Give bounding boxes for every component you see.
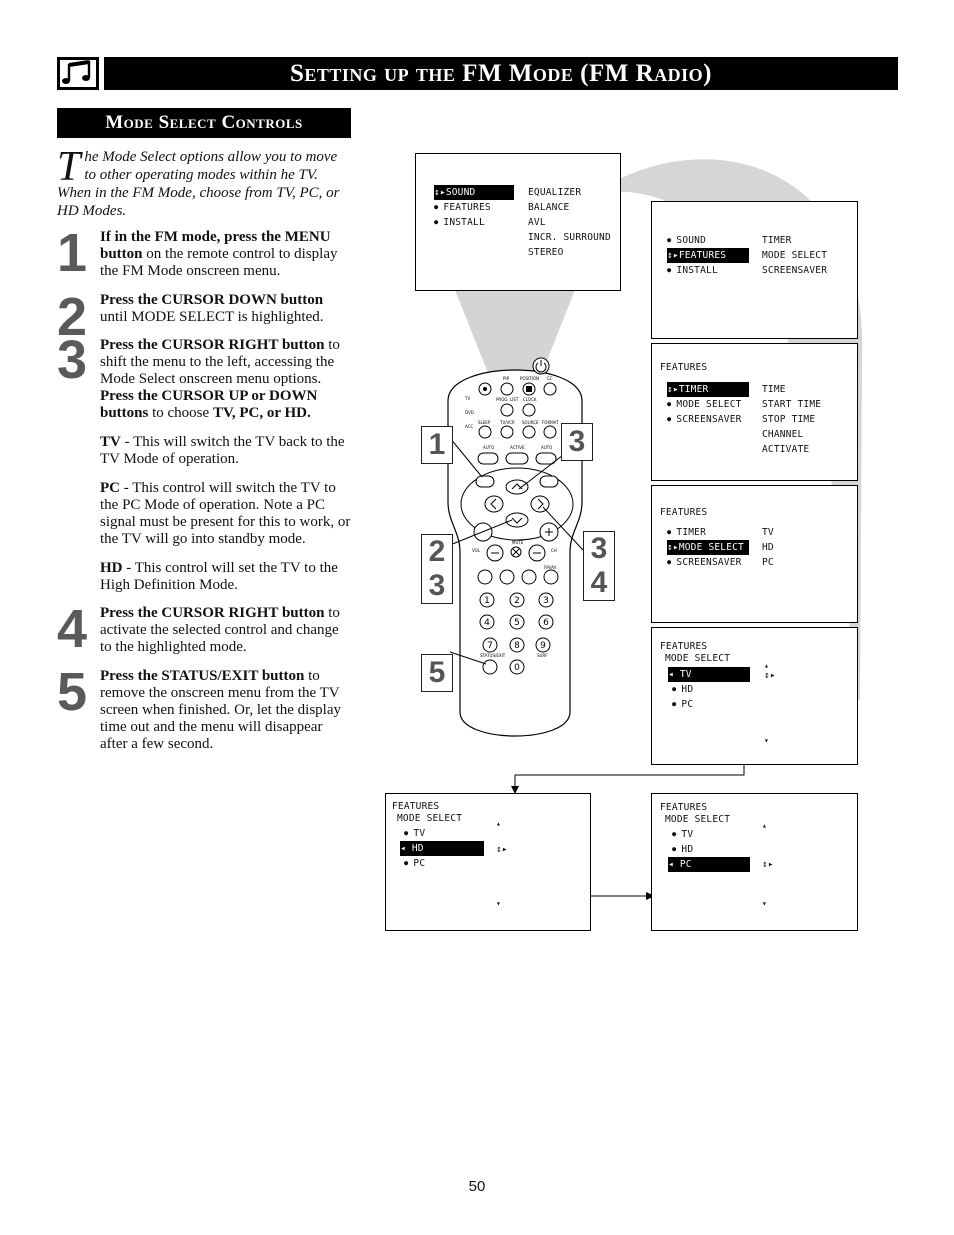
option-hd-term: HD	[100, 560, 123, 576]
step-1-bold: If in the FM mode, press the MENU button	[100, 229, 331, 262]
osd-option-balance: BALANCE	[528, 202, 570, 213]
source-button[interactable]	[523, 426, 535, 438]
osd-option-timer: TIMER	[762, 235, 792, 246]
position-button[interactable]	[501, 383, 513, 395]
remote-label-auto-1: AUTO	[483, 445, 495, 450]
step-3-bold-2: Press the CURSOR UP or DOWN buttons	[100, 388, 318, 421]
callout-3-4-bottom: 4	[590, 566, 608, 599]
option-tv-term: TV	[100, 434, 121, 450]
remote-label-surf: SURF	[537, 653, 548, 658]
left-arrow-icon: ◂	[668, 859, 680, 870]
osd-item-screensaver: ● SCREENSAVER	[667, 555, 749, 570]
osd-menu-main-right	[528, 185, 611, 260]
drop-cap: T	[57, 144, 81, 190]
osd-mode-select-pc	[651, 793, 858, 931]
option-tv-desc: - This will switch the TV back to the TV Mode of operation.	[100, 434, 345, 467]
osd-subheader: MODE SELECT	[397, 813, 463, 824]
osd-item-tv-selected: ◂ TV	[668, 667, 750, 682]
remote-side-label-tv: TV	[465, 396, 471, 401]
updown-arrow-icon: ↕▸	[667, 384, 679, 395]
osd-item-sound-selected: ↕▸SOUND	[434, 185, 514, 200]
tv-button[interactable]	[500, 570, 514, 584]
osd-option-start-time: START TIME	[762, 399, 822, 410]
osd-mode-select-pc-items	[668, 827, 750, 872]
section-title: Mode Select Controls	[57, 108, 351, 138]
step-4-bold: Press the CURSOR RIGHT button	[100, 605, 325, 621]
osd-item-sound: ● SOUND	[667, 233, 749, 248]
play-button[interactable]	[544, 383, 556, 395]
osd-menu-main-left	[434, 185, 514, 230]
osd-option-incr-surround: INCR. SURROUND	[528, 232, 611, 243]
remote-label-source: SOURCE	[522, 420, 539, 425]
callout-3-4	[583, 531, 615, 601]
osd-menu-mode-select-highlight	[651, 485, 858, 623]
osd-option-equalizer: EQUALIZER	[528, 187, 582, 198]
osd-item-features: ● FEATURES	[434, 200, 514, 215]
down-arrow-icon: ▾	[496, 899, 502, 908]
osd-item-screensaver: ● SCREENSAVER	[667, 412, 749, 427]
osd-item-install: ● INSTALL	[434, 215, 514, 230]
remote-label-active: ACTIVE	[510, 445, 525, 450]
osd-header: FEATURES	[660, 802, 708, 813]
step-3-bold-3: TV, PC, or HD.	[212, 405, 311, 421]
remote-label-tv-vcr: TV/VCR	[500, 420, 515, 425]
osd-menu-timer-right	[762, 382, 821, 457]
callout-2-3-bottom: 3	[428, 569, 446, 602]
osd-option-stereo: STEREO	[528, 247, 564, 258]
osd-item-timer: ● TIMER	[667, 525, 749, 540]
clock-button[interactable]	[523, 404, 535, 416]
osd-item-hd: ● HD	[668, 842, 750, 857]
osd-subheader: MODE SELECT	[665, 653, 731, 664]
remote-label-ch: CH	[551, 548, 557, 553]
osd-menu-features-left	[667, 233, 749, 278]
osd-item-features-selected: ↕▸FEATURES	[667, 248, 749, 263]
fm-av-button[interactable]	[544, 570, 558, 584]
updown-arrow-icon: ↕▸	[667, 250, 679, 261]
osd-mode-select-hd	[385, 793, 591, 931]
osd-mode-select-pc-header	[660, 802, 730, 826]
intro-text: he Mode Select options allow you to move to other operating modes within he TV. When in the FM Mode, choose from TV, PC, or HD Modes.	[57, 149, 340, 219]
osd-item-mode-select-selected: ↕▸MODE SELECT	[667, 540, 749, 555]
remote-label-clock: CLOCK	[523, 397, 537, 402]
hd-button[interactable]	[522, 570, 536, 584]
osd-item-hd-selected: ◂ HD	[400, 841, 484, 856]
digit-5-label: 5	[514, 618, 520, 628]
osd-menu-timer	[651, 343, 858, 481]
osd-menu-features-right	[762, 233, 827, 278]
step-2-rest: until MODE SELECT is highlighted.	[100, 309, 324, 325]
osd-subheader: MODE SELECT	[665, 814, 731, 825]
digit-7-label: 7	[487, 641, 493, 651]
remote-label-format: FORMAT	[542, 420, 559, 425]
sound-button[interactable]	[540, 476, 558, 487]
updown-arrow-icon: ↕▸	[434, 187, 446, 198]
remote-label-auto-2: AUTO	[541, 445, 553, 450]
down-arrow-icon: ▾	[764, 736, 770, 745]
callout-5: 5	[421, 654, 453, 692]
option-pc-term: PC	[100, 480, 120, 496]
digit-8-label: 8	[514, 641, 520, 651]
osd-menu-features	[651, 201, 858, 339]
osd-menu-mode-left	[667, 525, 749, 570]
osd-option-channel: CHANNEL	[762, 429, 804, 440]
digit-6-label: 6	[543, 618, 549, 628]
cursor-right-button[interactable]	[531, 496, 549, 512]
osd-option-pc: PC	[762, 557, 774, 568]
down-arrow-icon: ▾	[762, 899, 768, 908]
osd-mode-select-hd-items	[400, 826, 484, 871]
osd-item-pc: ● PC	[400, 856, 484, 871]
step-number-1: 1	[57, 223, 88, 283]
updown-right-arrow-icon: ↕▸	[764, 670, 776, 681]
active-control-button[interactable]	[506, 453, 528, 464]
prog-list-button[interactable]	[501, 404, 513, 416]
digit-9-label: 9	[540, 641, 546, 651]
osd-option-screensaver: SCREENSAVER	[762, 265, 828, 276]
remote-label-fm-av: FM/AV	[544, 565, 557, 570]
page-number: 50	[468, 1178, 486, 1195]
osd-header: FEATURES	[660, 362, 708, 373]
auto-sound-button[interactable]	[478, 453, 498, 464]
digit-2-label: 2	[514, 596, 520, 606]
step-5-rest: to remove the onscreen menu from the TV screen when finished. Or, let the display time out and the menu will disappear after a few second.	[100, 668, 341, 752]
cursor-left-button[interactable]	[485, 496, 503, 512]
updown-right-arrow-icon: ↕▸	[496, 844, 508, 855]
tv-vcr-button[interactable]	[501, 426, 513, 438]
remote-label-sleep: SLEEP	[478, 420, 491, 425]
osd-header: FEATURES	[660, 641, 708, 652]
option-hd-desc: - This control will set the TV to the High Definition Mode.	[100, 560, 338, 593]
digit-0-label: 0	[514, 663, 520, 673]
osd-item-hd: ● HD	[668, 682, 750, 697]
osd-option-time: TIME	[762, 384, 786, 395]
pc-button[interactable]	[478, 570, 492, 584]
osd-item-pc: ● PC	[668, 697, 750, 712]
osd-option-tv: TV	[762, 527, 774, 538]
osd-mode-select-tv	[651, 627, 858, 765]
updown-right-arrow-icon: ↕▸	[762, 859, 774, 870]
osd-option-hd: HD	[762, 542, 774, 553]
option-pc-desc: - This control will switch the TV to the PC Mode of operation. Note a PC signal must be present for this to work, or the TV will go into standby mode.	[100, 480, 351, 547]
remote-control	[440, 352, 590, 748]
osd-item-mode-select: ● MODE SELECT	[667, 397, 749, 412]
up-arrow-icon: ▴	[764, 661, 770, 670]
osd-item-timer-selected: ↕▸TIMER	[667, 382, 749, 397]
callout-2-3-top: 2	[428, 535, 446, 568]
osd-menu-main	[415, 153, 621, 291]
step-3-bold: Press the CURSOR RIGHT button	[100, 337, 325, 353]
updown-arrow-icon: ↕▸	[667, 542, 679, 553]
page-title: Setting up the FM Mode (FM Radio)	[104, 57, 898, 90]
menu-button[interactable]	[476, 476, 494, 487]
osd-item-pc-selected: ◂ PC	[668, 857, 750, 872]
callout-3: 3	[561, 423, 593, 461]
remote-label-vol: VOL	[472, 548, 481, 553]
osd-item-tv: ● TV	[668, 827, 750, 842]
cursor-down-button[interactable]	[506, 513, 528, 527]
callout-3-4-top: 3	[590, 532, 608, 565]
digit-4-label: 4	[484, 618, 490, 628]
step-number-3: 3	[57, 330, 88, 390]
status-exit-button[interactable]	[483, 660, 497, 674]
osd-menu-timer-left	[667, 382, 749, 427]
remote-label-status-exit: STATUS/EXIT	[480, 653, 506, 658]
osd-item-tv: ● TV	[400, 826, 484, 841]
callout-2-3	[421, 534, 453, 604]
digit-1-label: 1	[484, 596, 490, 606]
osd-option-avl: AVL	[528, 217, 546, 228]
up-arrow-icon: ▴	[762, 821, 768, 830]
step-number-4: 4	[57, 599, 88, 659]
remote-label-position: POSITION	[520, 376, 540, 381]
step-1-rest: on the remote control to display the FM Mode onscreen menu.	[100, 246, 338, 279]
osd-option-stop-time: STOP TIME	[762, 414, 816, 425]
osd-header: FEATURES	[660, 507, 708, 518]
step-4-rest: to activate the selected control and change to the highlighted mode.	[100, 605, 340, 655]
osd-mode-select-hd-header	[392, 801, 462, 825]
cursor-up-button[interactable]	[506, 480, 528, 494]
remote-side-label-acc: ACC	[465, 424, 474, 429]
remote-label-mute: MUTE	[512, 540, 524, 545]
osd-header: FEATURES	[392, 801, 440, 812]
osd-item-install: ● INSTALL	[667, 263, 749, 278]
osd-option-activate: ACTIVATE	[762, 444, 810, 455]
digit-3-label: 3	[543, 596, 549, 606]
step-3-rest: to shift the menu to the left, accessing the Mode Select onscreen menu options.	[100, 337, 340, 387]
format-button[interactable]	[544, 426, 556, 438]
step-number-5: 5	[57, 662, 88, 722]
step-3-rest-2: to choose	[148, 405, 213, 421]
remote-label-cc: CC	[547, 376, 553, 381]
remote-side-label-dvd: DVD	[465, 410, 474, 415]
sleep-button[interactable]	[479, 426, 491, 438]
callout-1: 1	[421, 426, 453, 464]
step-5-bold: Press the STATUS/EXIT button	[100, 668, 305, 684]
osd-option-mode-select: MODE SELECT	[762, 250, 828, 261]
left-arrow-icon: ◂	[668, 669, 680, 680]
osd-menu-mode-right	[762, 525, 774, 570]
step-number-2: 2	[57, 287, 88, 347]
remote-label-pip: PIP	[503, 376, 510, 381]
osd-mode-select-tv-header	[660, 641, 730, 665]
up-arrow-icon: ▴	[496, 819, 502, 828]
left-arrow-icon: ◂	[400, 843, 412, 854]
osd-mode-select-tv-items	[668, 667, 750, 712]
remote-label-prog-list: PROG. LIST	[496, 397, 519, 402]
step-2-bold: Press the CURSOR DOWN button	[100, 292, 324, 308]
